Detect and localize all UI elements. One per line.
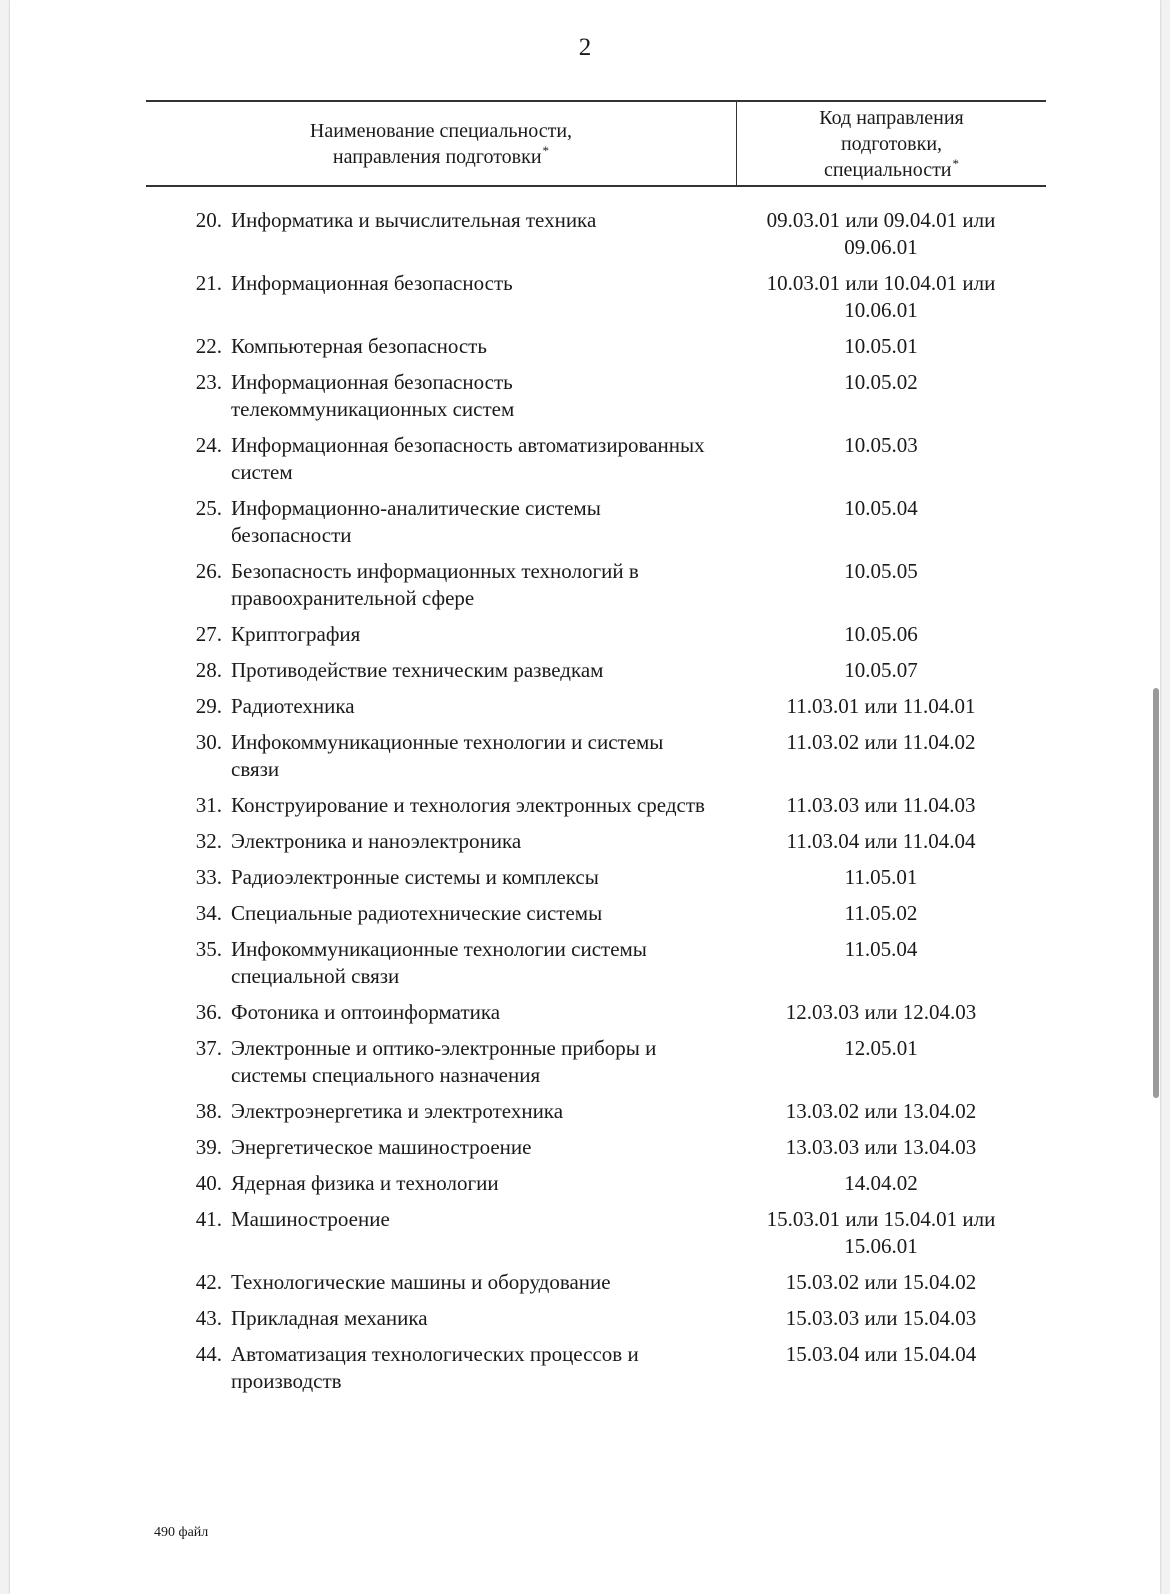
specialty-code: 11.03.01 или 11.04.01 [786,694,976,718]
specialty-name: Специальные радиотехнические системы [231,901,603,925]
specialty-code: 14.04.02 [844,1171,918,1195]
table-row [146,792,1046,819]
specialty-name: Электроэнергетика и электротехника [231,1099,564,1123]
table-header [146,100,1046,187]
row-number: 30. [195,730,222,754]
table-row [146,864,1046,891]
table-row [146,333,1046,360]
row-number: 37. [195,1036,222,1060]
specialty-code: 15.03.02 или 15.04.02 [785,1270,977,1294]
row-number: 44. [195,1342,222,1366]
table-row [146,729,1046,783]
row-number: 22. [195,334,222,358]
row-number: 28. [195,658,222,682]
row-number: 32. [195,829,222,853]
specialty-name: Противодействие техническим разведкам [231,658,604,682]
table-row [146,495,1046,549]
document-page [10,0,1160,1594]
specialty-name: Прикладная механика [231,1306,428,1330]
specialty-code: 15.03.01 или 15.04.01 или 15.06.01 [766,1207,996,1258]
specialty-code: 11.03.02 или 11.04.02 [786,730,976,754]
specialty-code: 09.03.01 или 09.04.01 или 09.06.01 [766,208,996,259]
header-code-line3: специальности [823,158,952,181]
table-row [146,207,1046,261]
specialty-code: 10.05.02 [844,370,918,394]
specialties-table [146,100,1046,1404]
specialty-name: Безопасность информационных технологий в правоохранительной сфере [231,559,639,610]
table-row [146,828,1046,855]
page-number: 2 [578,34,592,61]
row-number: 34. [195,901,222,925]
specialty-code: 15.03.04 или 15.04.04 [785,1342,977,1366]
table-row [146,621,1046,648]
vertical-scrollbar[interactable] [1153,688,1159,1098]
specialty-name: Электронные и оптико-электронные приборы и системы специального назначения [231,1036,657,1087]
row-number: 36. [195,1000,222,1024]
row-number: 27. [195,622,222,646]
table-row [146,693,1046,720]
table-body [146,187,1046,1395]
specialty-code: 10.05.01 [844,334,918,358]
table-row [146,1269,1046,1296]
table-row [146,1206,1046,1260]
row-number: 29. [195,694,222,718]
table-row [146,432,1046,486]
specialty-code: 10.05.03 [844,433,918,457]
row-number: 38. [195,1099,222,1123]
specialty-code: 13.03.03 или 13.04.03 [785,1135,977,1159]
table-row [146,1098,1046,1125]
table-row [146,657,1046,684]
specialty-code: 11.03.04 или 11.04.04 [786,829,976,853]
footnote-mark: * [952,155,960,171]
specialty-code: 12.03.03 или 12.04.03 [785,1000,977,1024]
table-row [146,999,1046,1026]
specialty-code: 11.05.01 [844,865,918,889]
header-name-line1: Наименование специальности, [309,119,573,142]
specialty-name: Ядерная физика и технологии [231,1171,499,1195]
specialty-name: Информационно-аналитические системы безопасности [231,496,601,547]
row-number: 42. [195,1270,222,1294]
specialty-name: Радиотехника [231,694,355,718]
table-row [146,900,1046,927]
specialty-code: 10.05.06 [844,622,918,646]
specialty-code: 11.05.02 [844,901,918,925]
table-row [146,1305,1046,1332]
specialty-name: Информационная безопасность автоматизированных систем [231,433,705,484]
specialty-name: Машиностроение [231,1207,390,1231]
header-code-line2: подготовки, [840,132,943,155]
header-name-column [146,102,737,185]
row-number: 41. [195,1207,222,1231]
specialty-name: Информационная безопасность [231,271,513,295]
row-number: 35. [195,937,222,961]
table-row [146,1341,1046,1395]
row-number: 25. [195,496,222,520]
table-row [146,1134,1046,1161]
header-code-line1: Код направления [819,106,964,129]
specialty-name: Конструирование и технология электронных средств [231,793,705,817]
specialty-name: Технологические машины и оборудование [231,1270,611,1294]
specialty-name: Энергетическое машиностроение [231,1135,532,1159]
table-row [146,936,1046,990]
specialty-name: Информатика и вычислительная техника [231,208,597,232]
table-row [146,1035,1046,1089]
header-code-column [737,102,1046,185]
row-number: 23. [195,370,222,394]
specialty-code: 11.05.04 [844,937,918,961]
row-number: 31. [195,793,222,817]
specialty-code: 10.03.01 или 10.04.01 или 10.06.01 [766,271,996,322]
specialty-code: 10.05.07 [844,658,918,682]
specialty-name: Фотоника и оптоинформатика [231,1000,501,1024]
row-number: 33. [195,865,222,889]
table-row [146,270,1046,324]
row-number: 24. [195,433,222,457]
specialty-code: 11.03.03 или 11.04.03 [786,793,976,817]
row-number: 43. [195,1306,222,1330]
specialty-name: Компьютерная безопасность [231,334,487,358]
specialty-code: 15.03.03 или 15.04.03 [785,1306,977,1330]
row-number: 26. [195,559,222,583]
footer-file-label: 490 файл [154,1525,209,1540]
specialty-code: 12.05.01 [844,1036,918,1060]
specialty-name: Радиоэлектронные системы и комплексы [231,865,599,889]
specialty-name: Автоматизация технологических процессов и производств [231,1342,639,1393]
row-number: 40. [195,1171,222,1195]
row-number: 21. [195,271,222,295]
specialty-name: Криптография [231,622,361,646]
specialty-name: Инфокоммуникационные технологии системы специальной связи [231,937,647,988]
row-number: 39. [195,1135,222,1159]
specialty-name: Информационная безопасность телекоммуникационных систем [231,370,515,421]
specialty-code: 10.05.05 [844,559,918,583]
table-row [146,1170,1046,1197]
table-row [146,558,1046,612]
row-number: 20. [195,208,222,232]
specialty-name: Электроника и наноэлектроника [231,829,522,853]
table-row [146,369,1046,423]
specialty-code: 10.05.04 [844,496,918,520]
header-name-line2: направления подготовки [332,145,542,168]
footnote-mark: * [542,142,550,158]
specialty-code: 13.03.02 или 13.04.02 [785,1099,977,1123]
specialty-name: Инфокоммуникационные технологии и системы связи [231,730,664,781]
